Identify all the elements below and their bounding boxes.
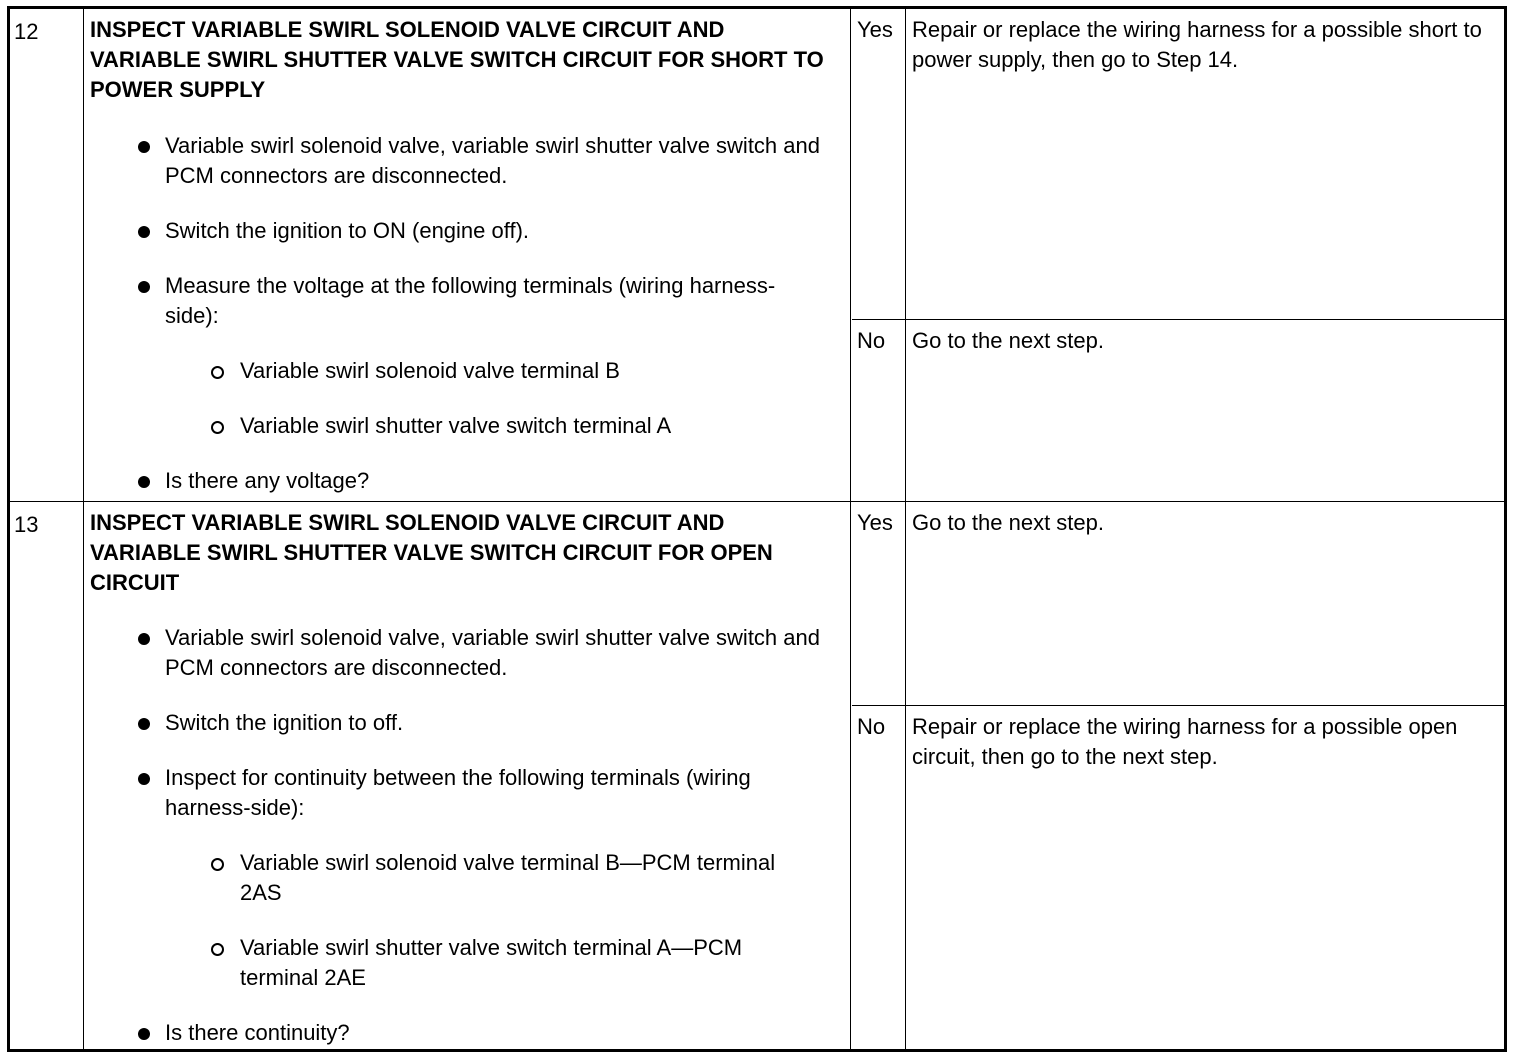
- bullet-text: Measure the voltage at the following terminals (wiring harness-side):: [165, 273, 776, 328]
- table-row: [10, 9, 1504, 502]
- action-cell: [85, 9, 851, 501]
- bullet-text: Inspect for continuity between the following terminals (wiring harness-side):: [165, 765, 751, 820]
- sub-bullet-text: Variable swirl shutter valve switch terminal A—PCM terminal 2AE: [240, 935, 743, 990]
- step-cell: [10, 502, 84, 1052]
- step-cell: [10, 9, 84, 501]
- circle-bullet-icon: [211, 858, 224, 871]
- circle-bullet-icon: [211, 943, 224, 956]
- result-no: [852, 706, 1504, 1052]
- bullet-icon: [138, 773, 150, 785]
- bullet-text: Variable swirl solenoid valve, variable swirl shutter valve switch and PCM connectors are disconnected.: [165, 625, 820, 680]
- step-number: 12: [14, 19, 39, 44]
- bullet-icon: [138, 226, 150, 238]
- bullet-icon: [138, 476, 150, 488]
- bullet-icon: [138, 1028, 150, 1040]
- sub-bullet-text: Variable swirl solenoid valve terminal B: [240, 358, 620, 383]
- bullet-text: Variable swirl solenoid valve, variable swirl shutter valve switch and PCM connectors are disconnected.: [165, 133, 820, 188]
- circle-bullet-icon: [211, 366, 224, 379]
- result-label: No: [852, 320, 906, 501]
- bullet-text: Switch the ignition to off.: [165, 710, 404, 735]
- result-text: Repair or replace the wiring harness for a possible open circuit, then go to the next step.: [912, 714, 1458, 769]
- bullet-icon: [138, 718, 150, 730]
- results-cell: [852, 9, 1504, 501]
- result-label: Yes: [852, 502, 906, 705]
- result-label: No: [852, 706, 906, 1052]
- circle-bullet-icon: [211, 421, 224, 434]
- bullet-text: Is there any voltage?: [165, 468, 370, 493]
- result-no: [852, 320, 1504, 501]
- action-cell: [85, 502, 851, 1052]
- result-text: Repair or replace the wiring harness for a possible short to power supply, then go to Step 14.: [912, 17, 1482, 72]
- bullet-text: Is there continuity?: [165, 1020, 350, 1045]
- table-row: [10, 502, 1504, 1052]
- bullet-text: Switch the ignition to ON (engine off).: [165, 218, 530, 243]
- result-label: Yes: [852, 9, 906, 319]
- results-cell: [852, 502, 1504, 1052]
- result-text: Go to the next step.: [912, 510, 1105, 535]
- bullet-icon: [138, 633, 150, 645]
- result-yes: [852, 9, 1504, 320]
- step-number: 13: [14, 512, 39, 537]
- result-text: Go to the next step.: [912, 328, 1105, 353]
- sub-bullet-text: Variable swirl shutter valve switch terminal A: [240, 413, 672, 438]
- step-title: INSPECT VARIABLE SWIRL SOLENOID VALVE CIRCUIT AND VARIABLE SWIRL SHUTTER VALVE SWITCH CIRCUIT FOR SHORT TO POWER SUPPLY: [90, 17, 824, 102]
- diagnostic-table: [7, 6, 1507, 1052]
- result-yes: [852, 502, 1504, 706]
- bullet-icon: [138, 141, 150, 153]
- sub-bullet-text: Variable swirl solenoid valve terminal B—PCM terminal 2AS: [240, 850, 776, 905]
- bullet-icon: [138, 281, 150, 293]
- step-title: INSPECT VARIABLE SWIRL SOLENOID VALVE CIRCUIT AND VARIABLE SWIRL SHUTTER VALVE SWITCH CIRCUIT FOR OPEN CIRCUIT: [90, 510, 773, 595]
